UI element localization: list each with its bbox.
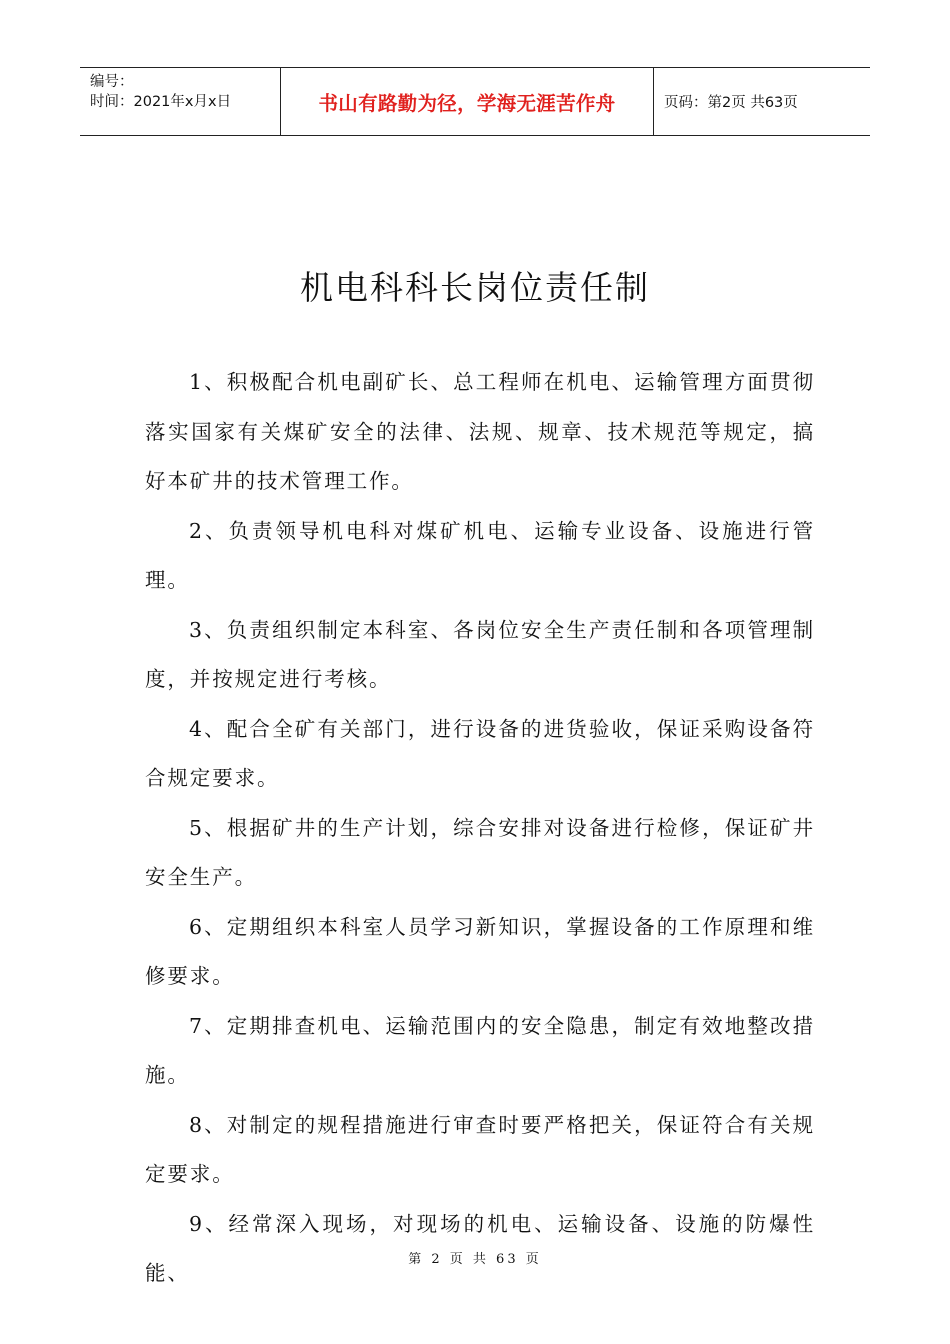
number-label: 编号： [90,74,134,90]
header-meta-cell [80,68,281,135]
header-page-info: 页码：第2页 共63页 [664,95,798,111]
date-label: 时间：2021年x月x日 [90,94,232,110]
paragraph-9: 9、经常深入现场，对现场的机电、运输设备、设施的防爆性能、 [145,1211,815,1285]
paragraph-3: 3、负责组织制定本科室、各岗位安全生产责任制和各项管理制度，并按规定进行考核。 [145,617,815,691]
header-motto: 书山有路勤为径，学海无涯苦作舟 [281,68,654,135]
page-footer: 第 2 页 共 63 页 [408,1252,542,1267]
paragraph-1: 1、积极配合机电副矿长、总工程师在机电、运输管理方面贯彻落实国家有关煤矿安全的法律、法规、规章、技术规范等规定，搞好本矿井的技术管理工作。 [145,370,815,493]
paragraph-8: 8、对制定的规程措施进行审查时要严格把关，保证符合有关规定要求。 [145,1112,815,1186]
paragraph-5: 5、根据矿井的生产计划，综合安排对设备进行检修，保证矿井安全生产。 [145,815,815,889]
paragraph-2: 2、负责领导机电科对煤矿机电、运输专业设备、设施进行管理。 [145,518,815,592]
document-title: 机电科科长岗位责任制 [300,268,650,307]
paragraph-6: 6、定期组织本科室人员学习新知识，掌握设备的工作原理和维修要求。 [145,914,815,988]
document-header [80,67,870,136]
document-body [145,358,815,1299]
paragraph-7: 7、定期排查机电、运输范围内的安全隐患，制定有效地整改措施。 [145,1013,815,1087]
paragraph-4: 4、配合全矿有关部门，进行设备的进货验收，保证采购设备符合规定要求。 [145,716,815,790]
